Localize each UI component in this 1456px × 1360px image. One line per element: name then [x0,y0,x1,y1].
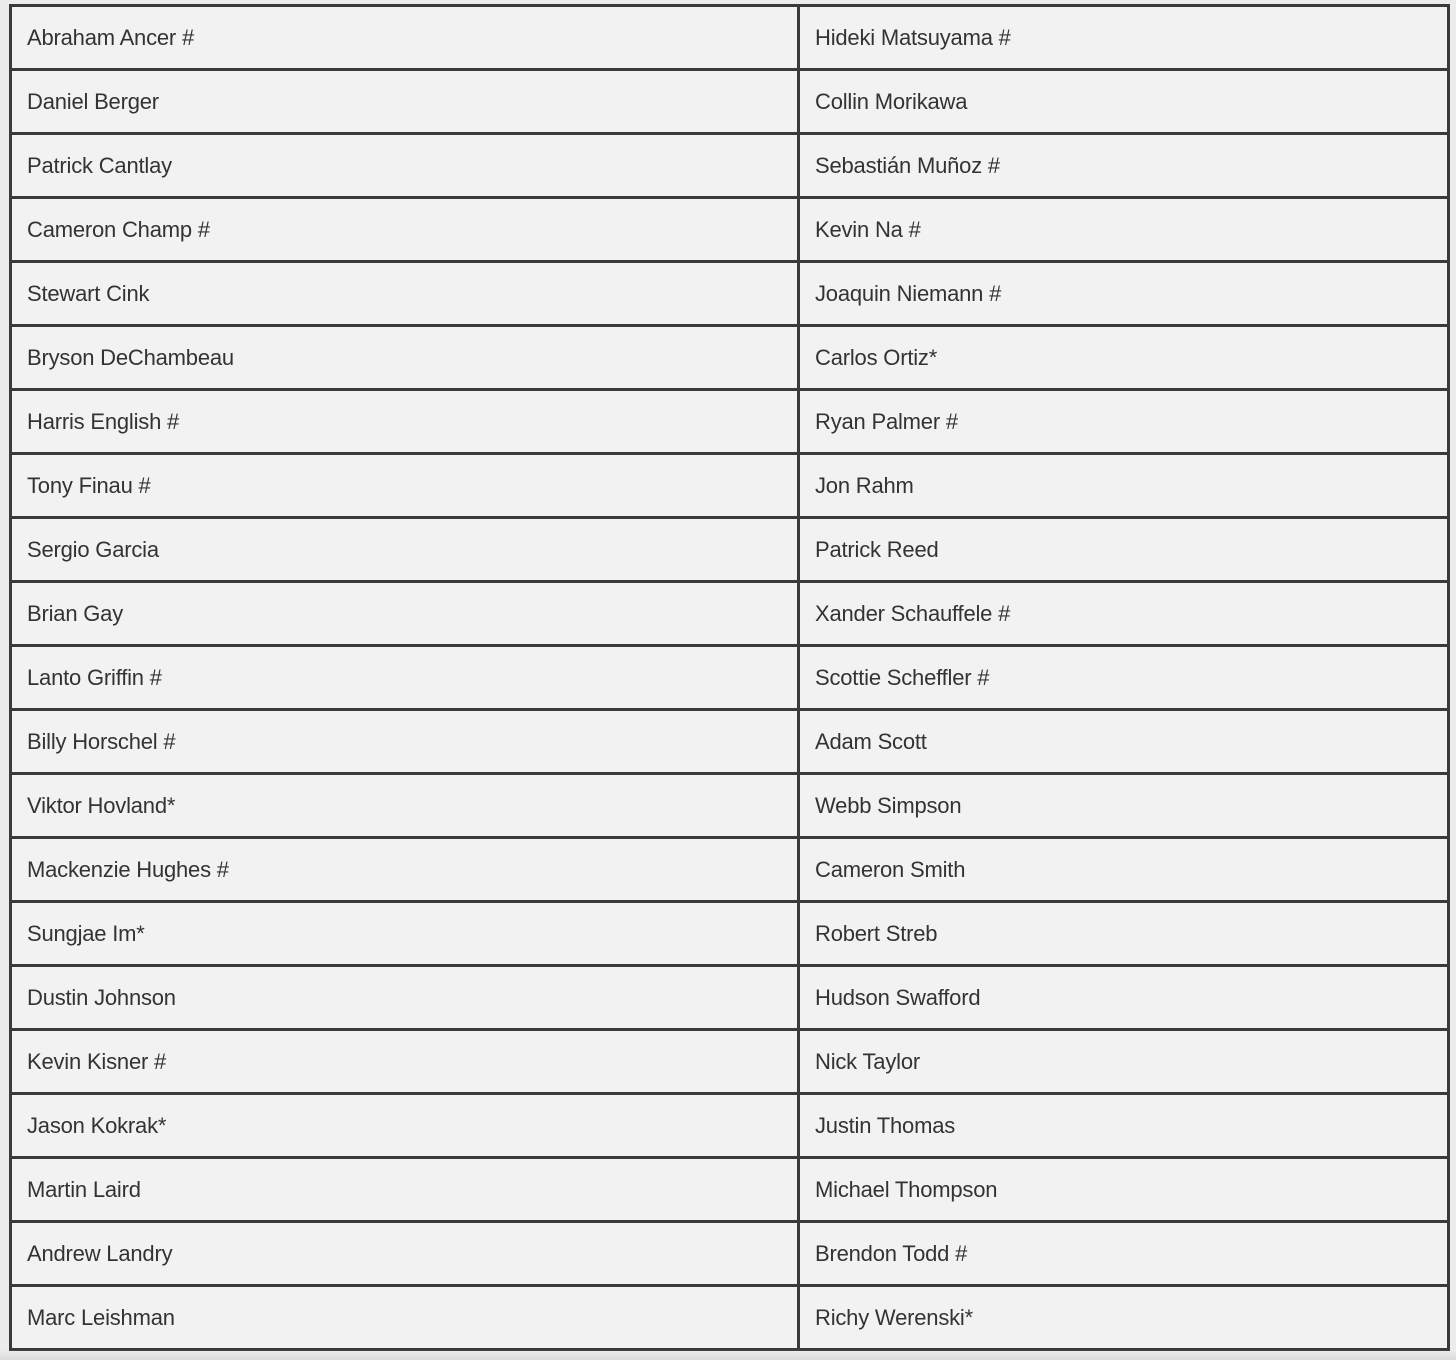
table-row [11,198,1449,262]
player-name-cell: Cameron Champ # [11,198,799,262]
player-name-cell: Abraham Ancer # [11,6,799,70]
player-name-cell: Billy Horschel # [11,710,799,774]
player-name-cell: Patrick Reed [799,518,1449,582]
player-name-cell: Adam Scott [799,710,1449,774]
player-name-cell: Dustin Johnson [11,966,799,1030]
player-name-cell: Michael Thompson [799,1158,1449,1222]
player-name-cell: Martin Laird [11,1158,799,1222]
player-name-cell: Lanto Griffin # [11,646,799,710]
player-name-cell: Collin Morikawa [799,70,1449,134]
table-row [11,582,1449,646]
player-name-cell: Daniel Berger [11,70,799,134]
table-row [11,1286,1449,1350]
table-row [11,1094,1449,1158]
table-row [11,6,1449,70]
table-row [11,70,1449,134]
player-name-cell: Ryan Palmer # [799,390,1449,454]
player-name-cell: Brendon Todd # [799,1222,1449,1286]
player-name-cell: Patrick Cantlay [11,134,799,198]
player-name-cell: Brian Gay [11,582,799,646]
player-name-cell: Mackenzie Hughes # [11,838,799,902]
player-name-cell: Hideki Matsuyama # [799,6,1449,70]
player-name-cell: Viktor Hovland* [11,774,799,838]
table-row [11,1158,1449,1222]
player-name-cell: Sungjae Im* [11,902,799,966]
table-row [11,1030,1449,1094]
player-name-cell: Richy Werenski* [799,1286,1449,1350]
player-name-cell: Scottie Scheffler # [799,646,1449,710]
player-name-cell: Marc Leishman [11,1286,799,1350]
table-row [11,774,1449,838]
table-row [11,646,1449,710]
table-row [11,838,1449,902]
player-name-cell: Nick Taylor [799,1030,1449,1094]
bottom-fade [0,1350,1456,1360]
player-name-cell: Andrew Landry [11,1222,799,1286]
player-name-cell: Joaquin Niemann # [799,262,1449,326]
table-row [11,710,1449,774]
player-name-cell: Harris English # [11,390,799,454]
player-name-cell: Kevin Na # [799,198,1449,262]
player-name-cell: Kevin Kisner # [11,1030,799,1094]
player-table [9,4,1450,1351]
player-name-cell: Cameron Smith [799,838,1449,902]
player-name-cell: Jason Kokrak* [11,1094,799,1158]
player-name-cell: Stewart Cink [11,262,799,326]
table-row [11,390,1449,454]
player-name-cell: Robert Streb [799,902,1449,966]
player-name-cell: Jon Rahm [799,454,1449,518]
table-row [11,326,1449,390]
player-name-cell: Hudson Swafford [799,966,1449,1030]
table-row [11,902,1449,966]
player-name-cell: Justin Thomas [799,1094,1449,1158]
player-name-cell: Bryson DeChambeau [11,326,799,390]
table-row [11,134,1449,198]
player-name-cell: Carlos Ortiz* [799,326,1449,390]
player-name-cell: Webb Simpson [799,774,1449,838]
table-row [11,518,1449,582]
player-name-cell: Xander Schauffele # [799,582,1449,646]
player-name-cell: Sergio Garcia [11,518,799,582]
table-row [11,966,1449,1030]
table-row [11,262,1449,326]
player-name-cell: Sebastián Muñoz # [799,134,1449,198]
table-row [11,1222,1449,1286]
table-row [11,454,1449,518]
player-name-cell: Tony Finau # [11,454,799,518]
player-table-body [11,6,1449,1350]
